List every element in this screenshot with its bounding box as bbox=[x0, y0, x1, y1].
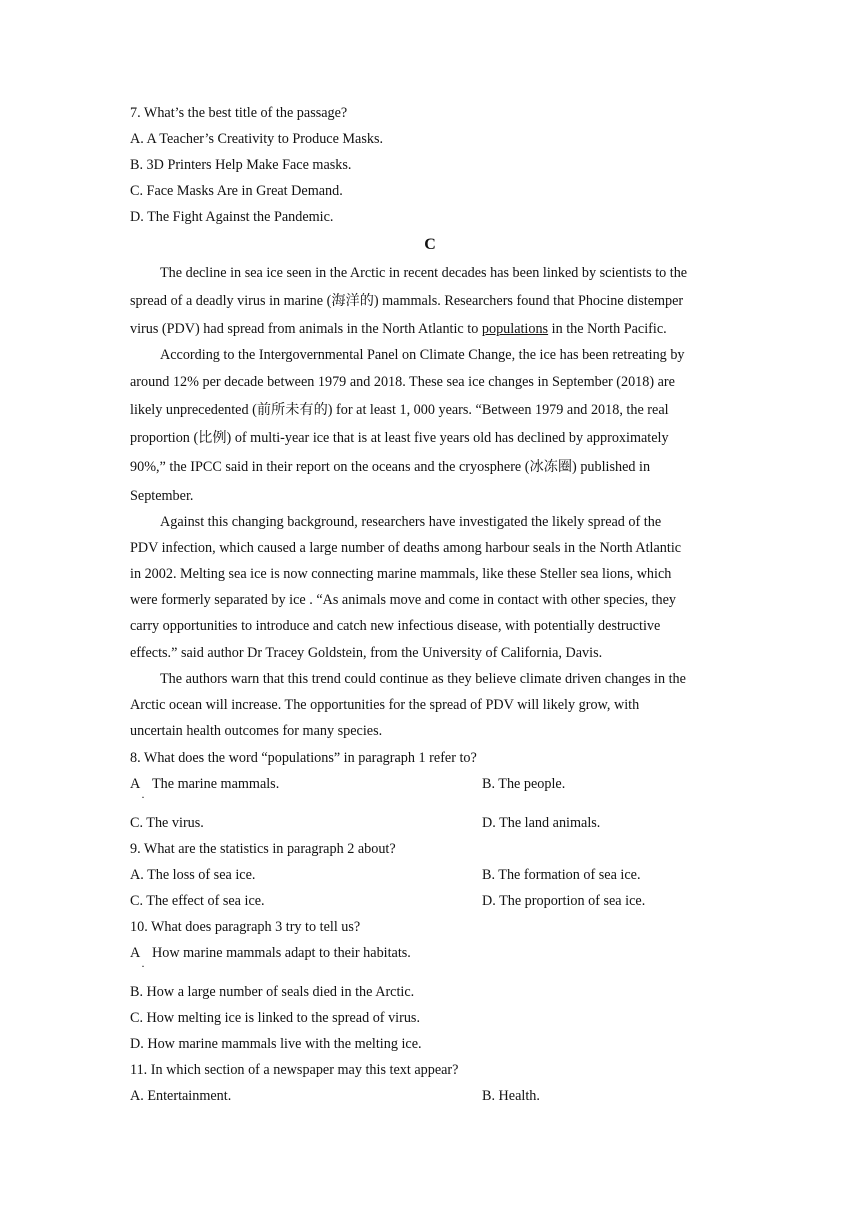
emphasis-dot: · bbox=[141, 959, 145, 973]
passage-p4-line3: uncertain health outcomes for many species. bbox=[130, 723, 383, 739]
passage-p1-line3-start: virus (PDV) had spread from animals in the North Atlantic to bbox=[130, 321, 482, 337]
q11-option-a: A. Entertainment. bbox=[130, 1088, 232, 1104]
q10-option-a-letter: A bbox=[130, 945, 141, 961]
q9-option-a: A. The loss of sea ice. bbox=[130, 867, 256, 883]
q8-option-b: B. The people. bbox=[482, 776, 566, 792]
q9-stem: 9. What are the statistics in paragraph 2 about? bbox=[130, 841, 396, 857]
passage-p4-line1: The authors warn that this trend could continue as they believe climate driven changes in the bbox=[160, 671, 686, 687]
q8-stem: 8. What does the word “populations” in paragraph 1 refer to? bbox=[130, 750, 477, 766]
passage-p3-line3: in 2002. Melting sea ice is now connecting marine mammals, like these Steller sea lions, which bbox=[130, 566, 672, 582]
passage-p3-line4: were formerly separated by ice . “As animals move and come in contact with other species, they bbox=[130, 592, 677, 608]
passage-p3-line5: carry opportunities to introduce and catch new infectious disease, with potentially destructive bbox=[130, 618, 661, 634]
passage-p2-line1: According to the Intergovernmental Panel on Climate Change, the ice has been retreating by bbox=[160, 347, 685, 363]
q7-option-a: A. A Teacher’s Creativity to Produce Masks. bbox=[130, 131, 384, 147]
passage-p2-line2: around 12% per decade between 1979 and 2018. These sea ice changes in September (2018) are bbox=[130, 374, 675, 390]
q10-option-b: B. How a large number of seals died in the Arctic. bbox=[130, 984, 415, 1000]
passage-p2-line5: 90%,” the IPCC said in their report on the oceans and the cryosphere (冰冻圈) published in bbox=[130, 459, 651, 475]
passage-p3-line6: effects.” said author Dr Tracey Goldstein, from the University of California, Davis. bbox=[130, 645, 603, 661]
q11-option-b: B. Health. bbox=[482, 1088, 540, 1104]
passage-p1-line2: spread of a deadly virus in marine (海洋的) mammals. Researchers found that Phocine distemper bbox=[130, 293, 684, 309]
q7-stem: 7. What’s the best title of the passage? bbox=[130, 105, 348, 121]
passage-p1-line1: The decline in sea ice seen in the Arctic in recent decades has been linked by scientists to the bbox=[160, 265, 688, 281]
emphasis-dot: · bbox=[141, 790, 145, 804]
q11-stem: 11. In which section of a newspaper may this text appear? bbox=[130, 1062, 459, 1078]
q9-option-c: C. The effect of sea ice. bbox=[130, 893, 265, 909]
passage-p2-line6: September. bbox=[130, 488, 194, 504]
q7-option-d: D. The Fight Against the Pandemic. bbox=[130, 209, 334, 225]
underlined-word-populations: populations bbox=[481, 321, 549, 337]
passage-p2-line4: proportion (比例) of multi-year ice that is at least five years old has declined by approximately bbox=[130, 430, 669, 446]
q8-option-d: D. The land animals. bbox=[482, 815, 601, 831]
q9-option-d: D. The proportion of sea ice. bbox=[482, 893, 646, 909]
q8-option-a-letter: A bbox=[130, 776, 141, 792]
passage-p3-line2: PDV infection, which caused a large number of deaths among harbour seals in the North Atlantic bbox=[130, 540, 682, 556]
q10-stem: 10. What does paragraph 3 try to tell us? bbox=[130, 919, 361, 935]
q10-option-c: C. How melting ice is linked to the spread of virus. bbox=[130, 1010, 421, 1026]
q8-option-c: C. The virus. bbox=[130, 815, 204, 831]
passage-p1-line3-end: in the North Pacific. bbox=[548, 321, 667, 337]
q10-option-a: How marine mammals adapt to their habitats. bbox=[152, 945, 411, 961]
q10-option-d: D. How marine mammals live with the melting ice. bbox=[130, 1036, 422, 1052]
q7-option-c: C. Face Masks Are in Great Demand. bbox=[130, 183, 343, 199]
passage-p2-line3: likely unprecedented (前所未有的) for at least 1, 000 years. “Between 1979 and 2018, the real bbox=[130, 402, 669, 418]
q7-option-b: B. 3D Printers Help Make Face masks. bbox=[130, 157, 352, 173]
passage-p1-line3 bbox=[130, 320, 667, 338]
passage-p3-line1: Against this changing background, researchers have investigated the likely spread of the bbox=[160, 514, 662, 530]
q9-option-b: B. The formation of sea ice. bbox=[482, 867, 641, 883]
passage-p4-line2: Arctic ocean will increase. The opportunities for the spread of PDV will likely grow, with bbox=[130, 697, 640, 713]
q8-option-a: The marine mammals. bbox=[152, 776, 280, 792]
section-heading: C bbox=[424, 236, 436, 253]
